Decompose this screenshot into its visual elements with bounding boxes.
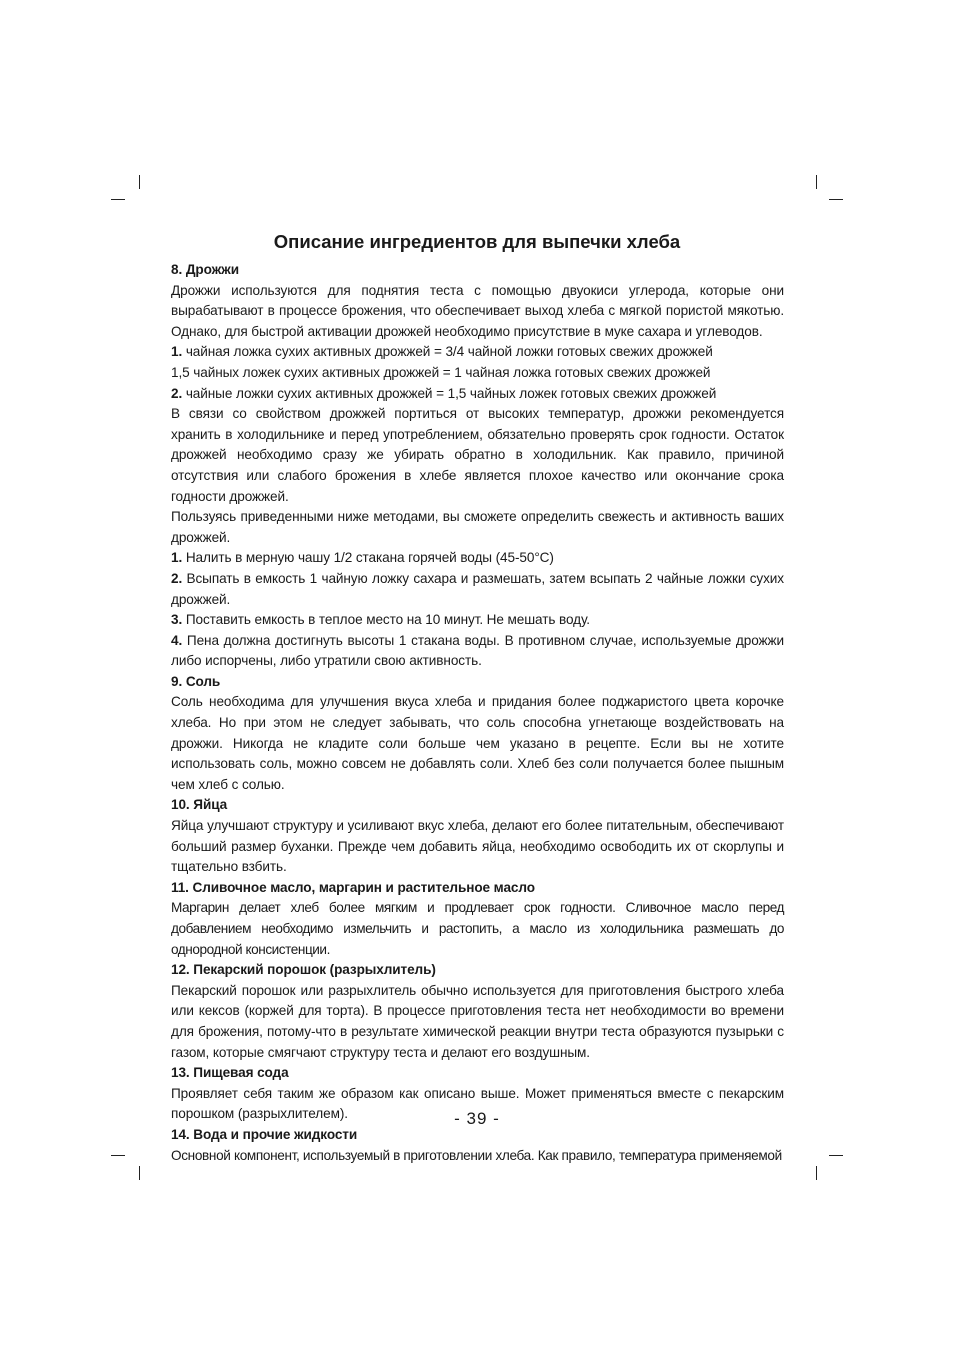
- section-heading-baking-soda: 13. Пищевая сода: [171, 1065, 289, 1081]
- yeast-equivalence-1: 1. чайная ложка сухих активных дрожжей = 3/4 чайной ложки готовых свежих дрожжей: [171, 344, 713, 360]
- baking-soda-text: Проявляет себя таким же образом как описано выше. Может применяться вместе с пекарским порошком (разрыхлителем).: [171, 1085, 784, 1122]
- water-text: Основной компонент, используемый в приготовлении хлеба. Как правило, температура применяемой: [171, 1147, 782, 1163]
- crop-mark-top-left-horizontal: [111, 199, 125, 200]
- section-heading-yeast: 8. Дрожжи: [171, 262, 239, 277]
- crop-mark-bottom-right-vertical: [816, 1166, 817, 1180]
- section-heading-butter: 11. Сливочное масло, маргарин и растительное масло: [171, 879, 535, 895]
- document-body: [171, 260, 784, 1166]
- section-heading-eggs: 10. Яйца: [171, 797, 228, 813]
- crop-mark-bottom-left-vertical: [139, 1166, 140, 1180]
- yeast-test-step-2: 2. Всыпать в емкость 1 чайную ложку сахара и размешать, затем всыпать 2 чайные ложки сухих дрожжей.: [171, 570, 784, 607]
- yeast-equivalence-3: 2. чайные ложки сухих активных дрожжей = 1,5 чайных ложек готовых свежих дрожжей: [171, 385, 717, 401]
- yeast-test-step-3: 3. Поставить емкость в теплое место на 10 минут. Не мешать воду.: [171, 612, 590, 628]
- butter-text: Маргарин делает хлеб более мягким и продлевает срок годности. Сливочное масло перед добавлением необходимо измельчить и растопить, а масло из холодильника размешать до однородной консистенции.: [171, 900, 784, 957]
- page-title: Описание ингредиентов для выпечки хлеба: [273, 231, 681, 252]
- yeast-equivalence-2: 1,5 чайных ложек сухих активных дрожжей = 1 чайная ложка готовых свежих дрожжей: [171, 364, 711, 380]
- crop-mark-top-right-horizontal: [829, 199, 843, 200]
- yeast-storage: В связи со свойством дрожжей портиться от высоких температур, дрожжи рекомендуется хранить в холодильнике и перед употреблением, обязательно проверять срок годности. Остаток дрожжей необходимо сразу же убирать обратно в холодильник. Как правило, причиной отсутствия или слабого брожения в хлебе является плохое качество или окончание срока годности дрожжей.: [171, 406, 784, 504]
- section-heading-salt: 9. Соль: [171, 673, 221, 689]
- eggs-text: Яйца улучшают структуру и усиливают вкус хлеба, делают его более питательным, обеспечивают больший размер буханки. Прежде чем добавить яйца, необходимо освободить их от скорлупы и тщательно взбить.: [171, 818, 784, 875]
- yeast-test-step-1: 1. Налить в мерную чашу 1/2 стакана горячей воды (45-50°С): [171, 550, 554, 566]
- crop-mark-top-left-vertical: [139, 175, 140, 189]
- salt-text: Соль необходима для улучшения вкуса хлеба и придания более поджаристого цвета корочке хлеба. Но при этом не следует забывать, что соль способна угнетающе воздействовать на дрожжи. Никогда не кладите соли больше чем указано в рецепте. Если вы не хотите использовать соль, можно совсем не добавлять соли. Хлеб без соли получается более пышным чем хлеб с солью.: [171, 694, 784, 792]
- yeast-test-step-4: 4. Пена должна достигнуть высоты 1 стакана воды. В противном случае, используемые дрожжи либо испорчены, либо утратили свою активность.: [171, 632, 784, 669]
- section-heading-baking-powder: 12. Пекарский порошок (разрыхлитель): [171, 962, 436, 978]
- yeast-methods-intro: Пользуясь приведенными ниже методами, вы сможете определить свежесть и активность ваших дрожжей.: [171, 509, 784, 545]
- crop-mark-bottom-left-horizontal: [111, 1155, 125, 1156]
- baking-powder-text: Пекарский порошок или разрыхлитель обычно используется для приготовления быстрого хлеба или кексов (коржей для торта). В процессе приготовления теста нет необходимости во времени для брожения, потому-что в результате химической реакции внутри теста образуются пузырьки с газом, которые смягчают структуру теста и делают его воздушным.: [171, 982, 784, 1060]
- crop-mark-top-right-vertical: [816, 175, 817, 189]
- section-heading-water: 14. Вода и прочие жидкости: [171, 1126, 358, 1142]
- yeast-intro: Дрожжи используются для поднятия теста с помощью двуокиси углерода, которые они вырабатывают в процессе брожения, что обеспечивает выход хлеба с мягкой пористой мякотью. Однако, для быстрой активации дрожжей необходимо присутствие в муке сахара и углеводов.: [171, 282, 784, 339]
- crop-mark-bottom-right-horizontal: [829, 1155, 843, 1156]
- page-number: - 39 -: [454, 1109, 500, 1128]
